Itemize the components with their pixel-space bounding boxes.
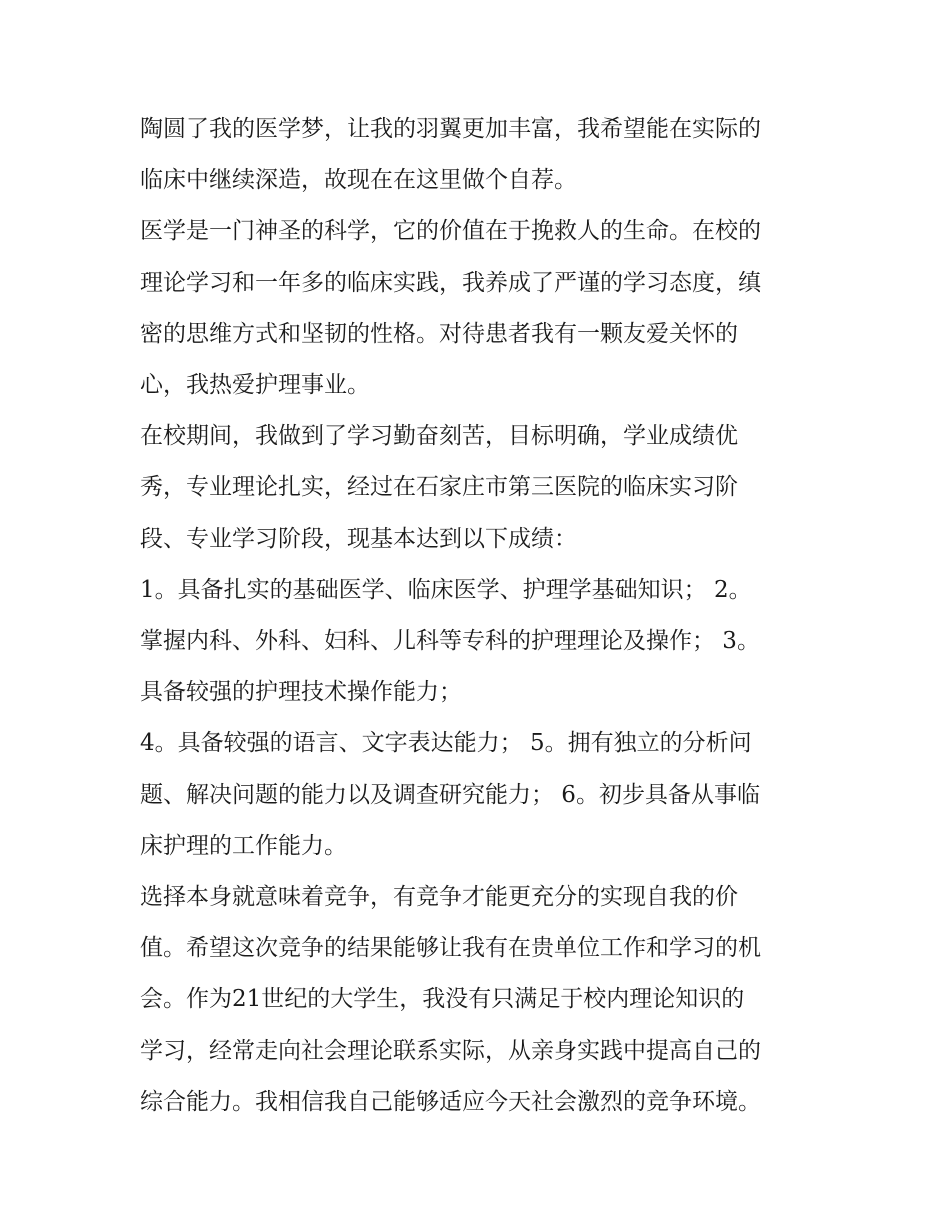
paragraph-skills-1 (140, 565, 820, 719)
text-line: 心，我热爱护理事业。 (140, 372, 370, 399)
text-line: 段、专业学习阶段，现基本达到以下成绩： (140, 525, 577, 552)
paragraph-medicine (140, 206, 820, 411)
text-line: 综合能力。我相信我自己能够适应今天社会激烈的竞争环境。 (140, 1088, 761, 1115)
text-line: 床护理的工作能力。 (140, 832, 347, 859)
text-line: 值。希望这次竞争的结果能够让我有在贵单位工作和学习的机 (140, 935, 761, 962)
text-line: 秀，专业理论扎实，经过在石家庄市第三医院的临床实习阶 (140, 474, 738, 501)
text-line: 学习，经常走向社会理论联系实际，从亲身实践中提高自己的 (140, 1037, 761, 1064)
paragraph-dream (140, 104, 820, 206)
text-line: 具备较强的护理技术操作能力； (140, 679, 462, 706)
text-line: 题、解决问题的能力以及调查研究能力； 6。初步具备从事临 (140, 781, 760, 808)
text-line: 4。具备较强的语言、文字表达能力； 5。拥有独立的分析问 (140, 730, 752, 757)
text-line: 陶圆了我的医学梦，让我的羽翼更加丰富，我希望能在实际的 (140, 116, 761, 142)
text-line: 理论学习和一年多的临床实践，我养成了严谨的学习态度，缜 (140, 269, 761, 296)
text-line: 在校期间，我做到了学习勤奋刻苦，目标明确，学业成绩优 (140, 423, 738, 450)
paragraph-competition (140, 872, 820, 1128)
text-line: 密的思维方式和坚韧的性格。对待患者我有一颗友爱关怀的 (140, 320, 738, 347)
text-line: 医学是一门神圣的科学，它的价值在于挽救人的生命。在校的 (140, 218, 761, 245)
text-line: 掌握内科、外科、妇科、儿科等专科的护理理论及操作； 3。 (140, 628, 760, 655)
paragraph-skills-2 (140, 718, 820, 872)
text-line: 会。作为21世纪的大学生，我没有只满足于校内理论知识的 (140, 986, 745, 1013)
text-line: 临床中继续深造，故现在在这里做个自荐。 (140, 167, 577, 194)
paragraph-school (140, 411, 820, 565)
document-body (140, 104, 820, 1128)
text-line: 1。具备扎实的基础医学、临床医学、护理学基础知识； 2。 (140, 576, 752, 603)
text-line: 选择本身就意味着竞争，有竞争才能更充分的实现自我的价 (140, 884, 738, 911)
